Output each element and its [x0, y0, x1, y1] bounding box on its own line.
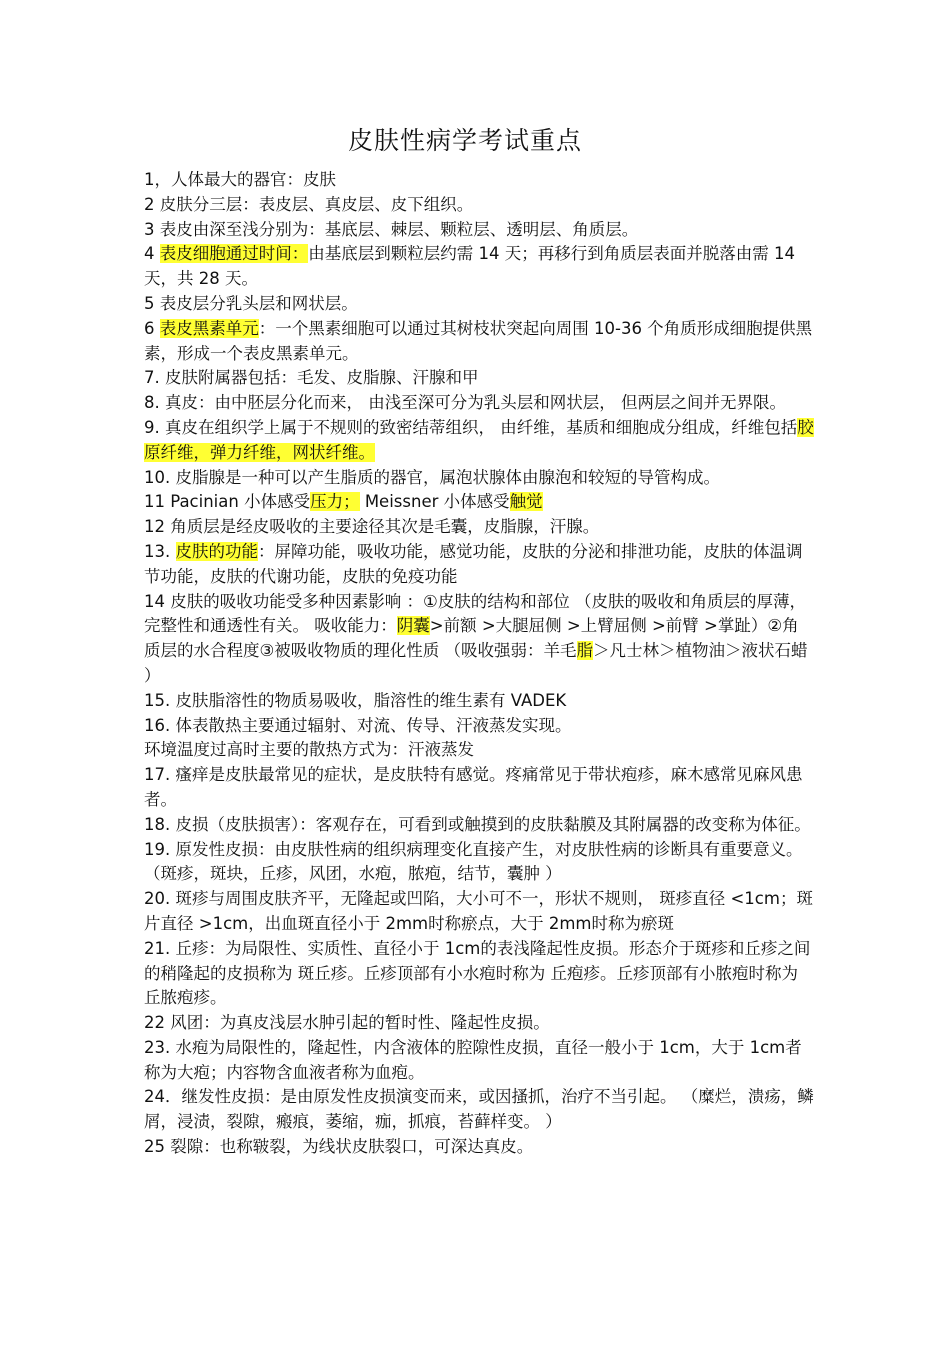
highlighted-text: 胶原纤维，弹力纤维，网状纤维。 — [144, 417, 814, 462]
text-run: 6 — [144, 318, 160, 338]
text-run: 21. 丘疹：为局限性、实质性、直径小于 1cm的表浅隆起性皮损。形态介于斑疹和丘疹之间的稍隆起的皮损称为 斑丘疹。丘疹顶部有小水疱时称为 丘疱疹。丘疹顶部有小脓疱时称为 丘脓疱疹。 — [144, 938, 811, 1008]
text-run: 5 表皮层分乳头层和网状层。 — [144, 293, 358, 313]
note-item-9 — [144, 416, 814, 466]
note-item-18 — [144, 763, 814, 813]
text-run: 12 角质层是经皮吸收的主要途径其次是毛囊，皮脂腺，汗腺。 — [144, 517, 600, 537]
highlighted-text: 表皮黑素单元 — [159, 318, 259, 338]
note-item-8 — [144, 391, 814, 416]
text-run: 23. 水疱为局限性的，隆起性，内含液体的腔隙性皮损，直径一般小于 1cm，大于 1cm者称为大疱；内容物含血液者称为血疱。 — [144, 1037, 802, 1082]
note-item-23 — [144, 1011, 814, 1036]
highlighted-text: 触觉 — [509, 492, 543, 512]
text-run: ：屏障功能，吸收功能，感觉功能，皮肤的分泌和排泄功能，皮肤的体温调节功能，皮肤的代谢功能，皮肤的免疫功能 — [144, 541, 803, 586]
note-item-1 — [144, 168, 814, 193]
text-run: 17. 瘙痒是皮肤最常见的症状，是皮肤特有感觉。疼痛常见于带状疱疹，麻木感常见麻风患者。 — [144, 765, 803, 809]
text-run: 15. 皮肤脂溶性的物质易吸收，脂溶性的维生素有 VADEK — [144, 690, 567, 710]
text-run: 2 皮肤分三层：表皮层、真皮层、皮下组织。 — [144, 194, 474, 214]
note-item-21 — [144, 887, 814, 937]
note-item-17 — [144, 738, 814, 763]
text-run: 4 — [144, 244, 160, 264]
note-item-13 — [144, 540, 814, 590]
note-item-16 — [144, 714, 814, 739]
text-run: 9. 真皮在组织学上属于不规则的致密结蒂组织， 由纤维，基质和细胞成分组成，纤维包括 — [144, 417, 798, 437]
text-run: >前额 >大腿屈侧 >上臂屈侧 >前臂 >掌趾）②角质层的水合程度③被吸收物质的理化性质 （吸收强弱：羊毛 — [144, 616, 799, 661]
note-item-22 — [144, 937, 814, 1011]
text-run: 19. 原发性皮损：由皮肤性病的组织病理变化直接产生，对皮肤性病的诊断具有重要意义。（斑疹，斑块，丘疹，风团，水疱，脓疱，结节，囊肿 ） — [144, 839, 803, 884]
text-run: 7. 皮肤附属器包括：毛发、皮脂腺、汗腺和甲 — [144, 368, 479, 388]
note-item-14 — [144, 590, 814, 689]
note-item-20 — [144, 838, 814, 888]
highlighted-text: 表皮细胞通过时间： — [159, 244, 309, 264]
page-title: 皮肤性病学考试重点 — [347, 126, 582, 155]
text-run: 环境温度过高时主要的散热方式为：汗液蒸发 — [144, 740, 474, 760]
highlighted-text: 阴囊 — [396, 616, 430, 636]
text-run: 13. — [144, 541, 176, 561]
text-run: 14 皮肤的吸收功能受多种因素影响 ：①皮肤的结构和部位 （皮肤的吸收和角质层的厚薄，完整性和通透性有关。 吸收能力： — [144, 591, 807, 636]
text-run: ：一个黑素细胞可以通过其树枝状突起向周围 10-36 个角质形成细胞提供黑素，形成一个表皮黑素单元。 — [144, 318, 813, 363]
note-item-24 — [144, 1036, 814, 1086]
text-run: 10. 皮脂腺是一种可以产生脂质的器官，属泡状腺体由腺泡和较短的导管构成。 — [144, 467, 720, 487]
note-item-12 — [144, 515, 814, 540]
text-run: 11 Pacinian 小体感受 — [144, 492, 311, 512]
text-run: ＞凡士林＞植物油＞液状石蜡 ） — [144, 641, 808, 685]
note-item-5 — [144, 292, 814, 317]
highlighted-text: 皮肤的功能 — [175, 541, 258, 561]
text-run: 20. 斑疹与周围皮肤齐平，无隆起或凹陷，大小可不一，形状不规则， 斑疹直径 <1cm；斑片直径 >1cm，出血斑直径小于 2mm时称瘀点，大于 2mm时称为瘀斑 — [144, 889, 813, 933]
text-run: 3 表皮由深至浅分别为：基底层、棘层、颗粒层、透明层、角质层。 — [144, 219, 639, 239]
text-run: 24．继发性皮损：是由原发性皮损演变而来，或因搔抓，治疗不当引起。 （糜烂，溃疡，鳞屑，浸渍，裂隙，瘢痕，萎缩，痂，抓痕，苔藓样变。 ） — [144, 1087, 814, 1132]
note-item-4 — [144, 242, 814, 292]
note-item-3 — [144, 218, 814, 243]
note-item-26 — [144, 1135, 814, 1160]
text-run: 25 裂隙：也称皲裂，为线状皮肤裂口，可深达真皮。 — [144, 1137, 534, 1157]
text-run: 1，人体最大的器官：皮肤 — [144, 170, 336, 189]
text-run: 18. 皮损（皮肤损害）：客观存在，可看到或触摸到的皮肤黏膜及其附属器的改变称为体征。 — [144, 814, 811, 834]
note-item-15 — [144, 689, 814, 714]
note-item-7 — [144, 366, 814, 391]
highlighted-text: 脂 — [576, 641, 594, 661]
note-item-10 — [144, 466, 814, 491]
text-run: Meissner 小体感受 — [359, 492, 510, 512]
document-body — [144, 168, 814, 1160]
note-item-2 — [144, 193, 814, 218]
note-item-11 — [144, 490, 814, 515]
text-run: 16. 体表散热主要通过辐射、对流、传导、汗液蒸发实现。 — [144, 715, 572, 735]
text-run: 22 风团：为真皮浅层水肿引起的暂时性、隆起性皮损。 — [144, 1013, 550, 1033]
text-run: 8. 真皮：由中胚层分化而来， 由浅至深可分为乳头层和网状层， 但两层之间并无界限。 — [144, 393, 786, 413]
text-run: 由基底层到颗粒层约需 14 天；再移行到角质层表面并脱落由需 14 天，共 28 天。 — [144, 244, 795, 289]
highlighted-text: 压力； — [310, 492, 360, 512]
note-item-19 — [144, 813, 814, 838]
note-item-6 — [144, 317, 814, 367]
note-item-25 — [144, 1085, 814, 1135]
